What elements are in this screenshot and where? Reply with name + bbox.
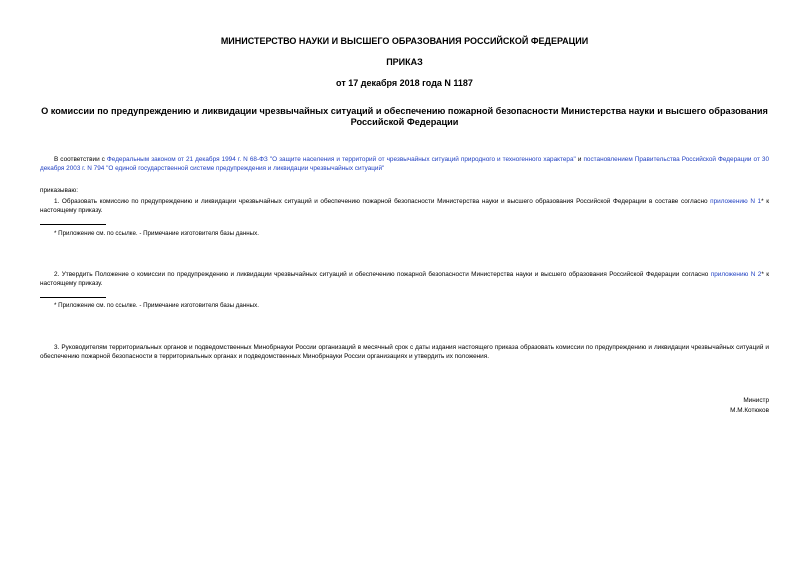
signature-name: М.М.Котюков [730, 407, 769, 414]
item-2-paragraph [40, 270, 769, 288]
preamble-text-1: В соответствии с [54, 156, 107, 163]
item-2-text: 2. Утвердить Положение о комиссии по предупреждению и ликвидации чрезвычайных ситуаций и обеспечению пожарной безопасности Министерства науки и высшего образования Российской Федерации согласно [54, 271, 711, 278]
item-1-text: 1. Образовать комиссию по предупреждению и ликвидации чрезвычайных ситуаций и обеспечению пожарной безопасности Министерства науки и высшего образования Российской Федерации в составе согласно [54, 198, 711, 205]
footnote-2: * Приложение см. по ссылке. - Примечание изготовителя базы данных. [54, 302, 259, 309]
date-number-heading: от 17 декабря 2018 года N 1187 [336, 78, 473, 88]
document-title: О комиссии по предупреждению и ликвидации чрезвычайных ситуаций и обеспечению пожарной безопасности Министерства науки и высшего образования Российской Федерации [41, 106, 768, 127]
item-2-tail: * к настоящему приказу. [40, 271, 770, 287]
preamble-paragraph [40, 155, 769, 173]
appendix-2-link[interactable]: приложению N 2 [710, 271, 762, 278]
ministry-heading: МИНИСТЕРСТВО НАУКИ И ВЫСШЕГО ОБРАЗОВАНИЯ РОССИЙСКОЙ ФЕДЕРАЦИИ [220, 36, 589, 46]
item-3-paragraph: 3. Руководителям территориальных органов и подведомственных Минобрнауки России организаций в месячный срок с даты издания настоящего приказа образовать комиссии по предупреждению и ликвидации чрезвычайных ситуаций и обеспечению пожарной безопасности в территориальных органах и подведомственных Минобрнауки России организациях и утвердить их положения. [40, 344, 769, 360]
appendix-1-link[interactable]: приложению N 1 [710, 198, 762, 205]
footnote-divider-2 [40, 297, 106, 298]
order-word: приказываю: [40, 187, 78, 194]
federal-law-link[interactable]: Федеральным законом от 21 декабря 1994 г. N 68-ФЗ "О защите населения и территорий от чрезвычайных ситуаций природного и техногенного характера" [106, 156, 576, 163]
item-1-paragraph [40, 197, 769, 215]
government-decree-link[interactable]: постановлением Правительства Российской Федерации от 30 декабря 2003 г. N 794 "О единой государственной системе предупреждения и ликвидации чрезвычайных ситуаций" [40, 156, 770, 172]
footnote-divider-1 [40, 224, 106, 225]
preamble-text-2: и [575, 156, 584, 163]
footnote-1: * Приложение см. по ссылке. - Примечание изготовителя базы данных. [54, 230, 259, 237]
item-1-tail: * к настоящему приказу. [40, 198, 770, 214]
doc-type-heading: ПРИКАЗ [386, 57, 423, 67]
signature-position: Министр [743, 397, 769, 404]
